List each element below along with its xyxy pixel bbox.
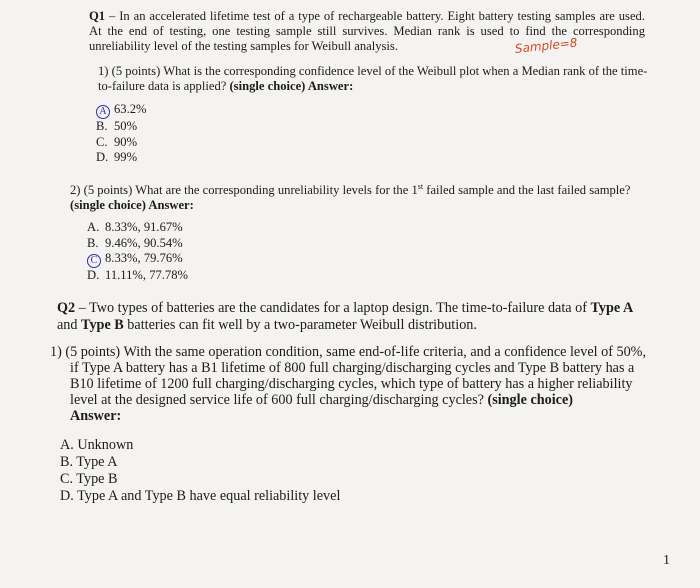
answer-label: Answer: [70, 408, 122, 424]
option-d[interactable] [87, 268, 188, 284]
option-text: 90% [114, 134, 138, 149]
selected-circle-icon: A [96, 105, 110, 119]
option-b[interactable] [87, 236, 188, 252]
option-a[interactable] [87, 220, 188, 236]
option-text: 8.33%, 79.76% [105, 251, 183, 266]
q1-part1-number: 1) [98, 64, 109, 78]
q1-part2-text-a: (5 points) What are the corresponding unreliability levels for the 1 [80, 183, 418, 198]
q1-part2-options [87, 220, 188, 284]
option-d[interactable] [96, 150, 147, 166]
page-number: 1 [663, 553, 670, 568]
option-letter: A. [87, 220, 100, 234]
option-c[interactable] [87, 251, 188, 268]
q1-part1-text: (5 points) What is the corresponding confidence level of the Weibull plot when a Median rank of the time-to-failure data is applied? [98, 64, 648, 93]
q1-part2-question [70, 179, 660, 213]
q1-part1-options [96, 102, 147, 166]
q1-intro-text: – In an accelerated lifetime test of a type of rechargeable battery. Eight battery testing samples are used. At the end of testing, one testing sample still survives. Median rank is used to find the corresponding unreliability level of the testing samples for Weibull analysis. [89, 9, 645, 53]
option-a[interactable]: A. Unknown [60, 437, 134, 453]
q2-part1-number: 1) [50, 344, 62, 360]
option-text: 50% [114, 119, 138, 133]
option-letter: C. [96, 134, 108, 149]
option-b[interactable] [96, 119, 147, 135]
q1-part2-text-b: failed sample and the last failed sample? [423, 183, 631, 198]
q1-part1-tail: (single choice) Answer: [229, 79, 354, 93]
option-letter: D. [96, 150, 109, 165]
q2-label: Q2 [57, 300, 76, 316]
option-text: 11.11%, 77.78% [105, 268, 189, 283]
option-c[interactable]: C. Type B [60, 471, 118, 487]
handwritten-note: Sample=8 [514, 35, 579, 56]
q2-intro-text-c: batteries can fit well by a two-parameter Weibull distribution. [123, 317, 477, 333]
q2-part1-text-first: (5 points) With the same operation condition, same end-of-life criteria, and a confidence level of 50%, [61, 344, 647, 360]
option-text: 9.46%, 90.54% [105, 235, 183, 250]
selected-circle-icon: C [87, 254, 101, 268]
q2-intro [57, 300, 655, 334]
q2-part1-options [60, 437, 340, 505]
option-text: 8.33%, 91.67% [105, 220, 183, 234]
superscript: st [417, 182, 424, 191]
option-b[interactable]: B. Type A [60, 454, 118, 470]
option-text: 63.2% [114, 102, 147, 116]
q1-part2-tail: (single choice) Answer: [70, 198, 194, 213]
q2-part1-question [50, 344, 658, 424]
type-a-label: Type A [590, 300, 634, 316]
q2-part1-text-rest: if Type A battery has a B1 lifetime of 800 full charging/discharging cycles and Type B battery has a B10 lifetime of 1200 full charging/discharging cycles, which type of battery has a higher reliability level at the designed service life of 600 full charging/discharging cycles? [70, 360, 635, 408]
q2-part1-tail: (single choice) [487, 392, 573, 408]
option-c[interactable] [96, 135, 147, 151]
option-a[interactable] [96, 102, 147, 119]
q1-part1-question [98, 64, 658, 94]
q2-intro-text-a: – Two types of batteries are the candidates for a laptop design. The time-to-failure data of [75, 300, 591, 316]
option-letter: B. [96, 119, 108, 133]
q1-label: Q1 [89, 9, 106, 23]
q1-part2-number: 2) [70, 183, 81, 198]
option-text: 99% [114, 150, 138, 165]
option-letter: B. [87, 235, 99, 250]
option-letter: D. [87, 268, 100, 283]
type-b-label: Type B [81, 317, 124, 333]
q2-intro-text-b: and [57, 317, 82, 333]
option-d[interactable]: D. Type A and Type B have equal reliability level [60, 488, 341, 504]
